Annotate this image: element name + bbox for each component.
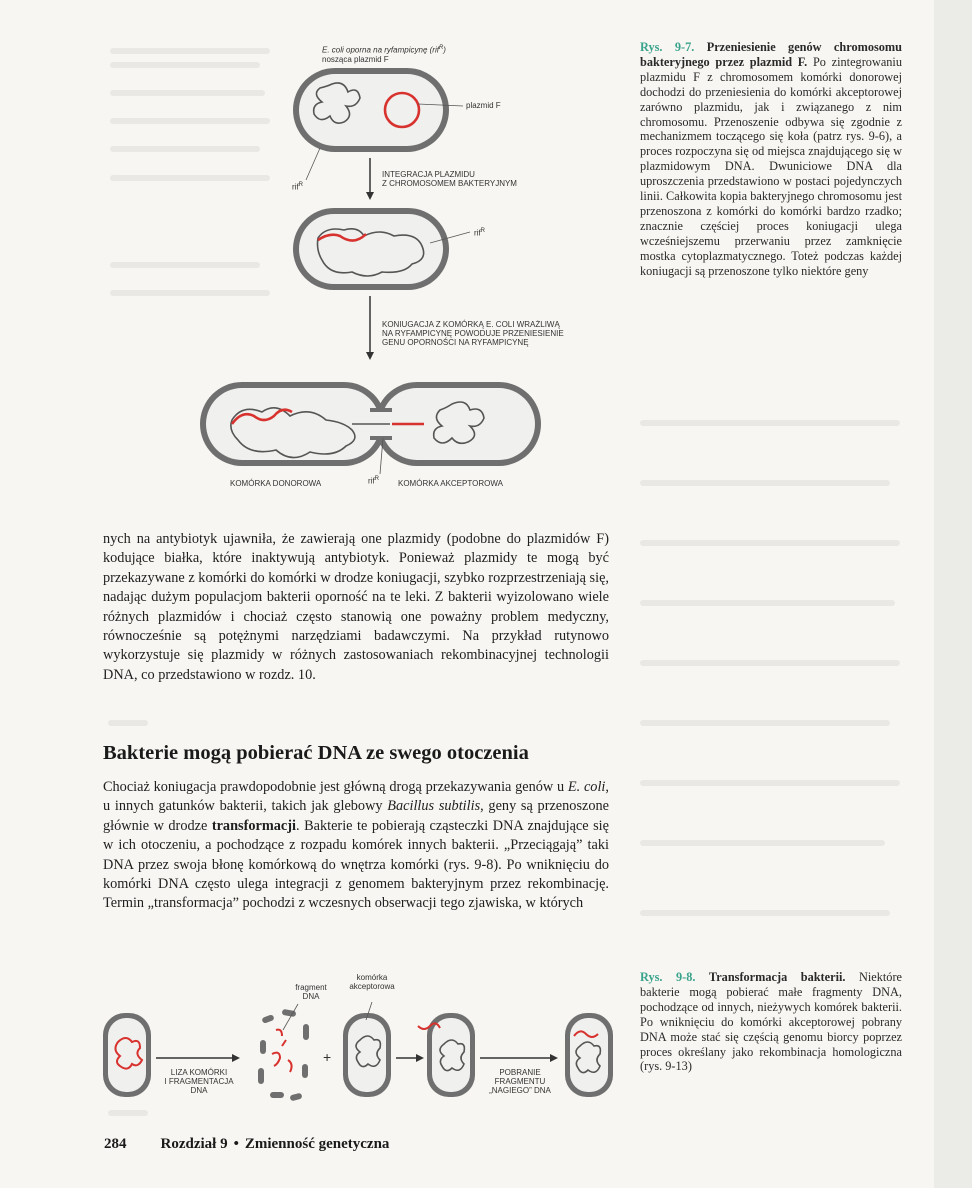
body-paragraph-1: nych na antybiotyk ujawniła, że zawierają one plazmidy (podobne do plazmidów F) kodujące białka, które inaktywują antybiotyk. Ponieważ plazmidy te mogą być przekazywane z komórki do komórki w drodze koniugacji, szybko rozprzestrzeniają się, nadając dużym populacjom bakterii oporność na te leki. Z bakterii wyizolowano wiele różnych plazmidów i chociaż często stanowią one poważny problem medyczny, równocześnie są potężnymi narzędziami badawczymi. Na przykład rutynowo wykorzystuje się plazmidy w różnych zastosowaniach rekombinacyjnej technologii DNA, co przedstawiono w rozdz. 10. (103, 531, 609, 683)
caption-9-7-number: Rys. 9-7. (640, 40, 695, 54)
fig97-rif-label-3: rif$^R$ (368, 476, 380, 486)
arrow-integration (366, 158, 374, 200)
caption-9-8-text: Niektóre bakterie mogą pobierać małe fragmenty DNA, pochodzące od innych, nieżywych komórek bakterii. Po wniknięciu do komórki akceptorowej pobrany DNA może stać się częścią genomu biorcy poprzez proces określany jako rekombinacja homologiczna (rys. 9-13) (640, 970, 903, 1074)
lysing-cell (103, 1013, 151, 1097)
arrow-conjugation (366, 296, 374, 360)
donor-cell-integrated (293, 208, 449, 290)
caption-9-7-text: Po zintegrowaniu plazmidu F z chromosomem komórki donorowej dochodzi do przeniesienia do komórki akceptorowej zarówno plazmidu, jak i związanego z nim chromosomu. Przenoszenie odbywa się zgodnie z mechanizmem toczącego się koła (patrz rys. 9-6), a proces rozpoczyna się od miejsca znajdującego się w plazmidowym DNA. Dwuniciowe DNA dla uproszczenia przedstawiono w postaci pojedynczych linii. Całkowita kopia bakteryjnego chromosomu jest przenoszona z komórki do komórki bardzo rzadko; znacznie częściej proces koniugacji ulega wcześniejszemu przerwaniu przez zamknięcie mostka cytoplazmatycznego. Toteż podczas każdej koniugacji są przenoszone tylko niektóre geny (640, 54, 902, 278)
fig97-top-label: E. coli oporna na ryfampicynę (rif$^R$) nosząca plazmid F (322, 45, 446, 64)
fig98-lysis-label: LIZA KOMÓRKI I FRAGMENTACJA DNA (164, 1068, 234, 1095)
page-number: 284 (104, 1136, 127, 1152)
caption-9-8 (640, 970, 902, 1074)
chapter-title: Zmienność genetyczna (244, 1136, 390, 1152)
fig97-step1-label: INTEGRACJA PLAZMIDU Z CHROMOSOMEM BAKTERYJNYM (382, 170, 517, 188)
fragmented-cell (258, 1009, 309, 1102)
plus-sign: + (323, 1049, 332, 1065)
donor-cell-initial (293, 68, 449, 152)
caption-9-8-number: Rys. 9-8. (640, 970, 696, 984)
fig97-step2-label: KONIUGACJA Z KOMÓRKĄ E. COLI WRAŻLIWĄ NA RYFAMPICYNĘ POWODUJE PRZENIESIENIE GENU OPORNOŚCI NA RYFAMPICYNĘ (382, 320, 564, 347)
fig97-plazmid-label: plazmid F (466, 101, 501, 110)
fig98-uptake-label: POBRANIE FRAGMENTU „NAGIEGO” DNA (489, 1068, 551, 1095)
acceptor-cell-3 (565, 1013, 613, 1097)
fig98-fragment-label: fragment DNA (295, 983, 327, 1001)
term-transformacja: transformacji (211, 817, 296, 834)
section-heading: Bakterie mogą pobierać DNA ze swego otoczenia (103, 742, 529, 764)
fig97-donor-label: KOMÓRKA DONOROWA (230, 479, 322, 488)
caption-9-7 (640, 40, 902, 279)
chapter-label: Rozdział 9 (160, 1136, 228, 1152)
acceptor-cell-1 (343, 1013, 391, 1097)
fig97-rif-label-2: rif$^R$ (474, 228, 486, 238)
arrow-to-binding (396, 1054, 424, 1062)
caption-9-7-title: Przeniesienie genów chromosomu bakteryjnego przez plazmid F. (640, 40, 903, 69)
body-paragraph-2: Chociaż koniugacja prawdopodobnie jest główną drogą przekazywania genów u E. coli, u innych gatunków bakterii, takich jak glebowy Bacillus subtilis, geny są przenoszone głównie w drodze transformacji. Bakterie te pobierają cząsteczki DNA znajdujące się w ich otoczeniu, a pochodzące z rozpadu komórek innych bakterii. „Przeciągają” taki DNA przez swoja błonę komórkową do wnętrza komórki (rys. 9-8). Po wniknięciu do komórki DNA często ulega integracji z genomem bakteryjnym przez rekombinację. Termin „transformacja” pochodzi z wczesnych obserwacji tego zjawiska, w których (103, 779, 609, 912)
arrow-lysis (156, 1054, 240, 1062)
fig97-rif-label-1: rif$^R$ (292, 182, 304, 192)
caption-9-8-title: Transformacja bakterii. (708, 970, 846, 984)
arrow-uptake (480, 1054, 558, 1062)
acceptor-cell-2 (427, 1013, 475, 1097)
page-footer (104, 1136, 389, 1153)
fig97-acceptor-label: KOMÓRKA AKCEPTOROWA (398, 479, 503, 488)
dna-fragments-red (272, 1030, 292, 1072)
fig98-acceptor-label: komórka akceptorowa (349, 973, 395, 991)
footer-bullet: • (233, 1136, 239, 1152)
